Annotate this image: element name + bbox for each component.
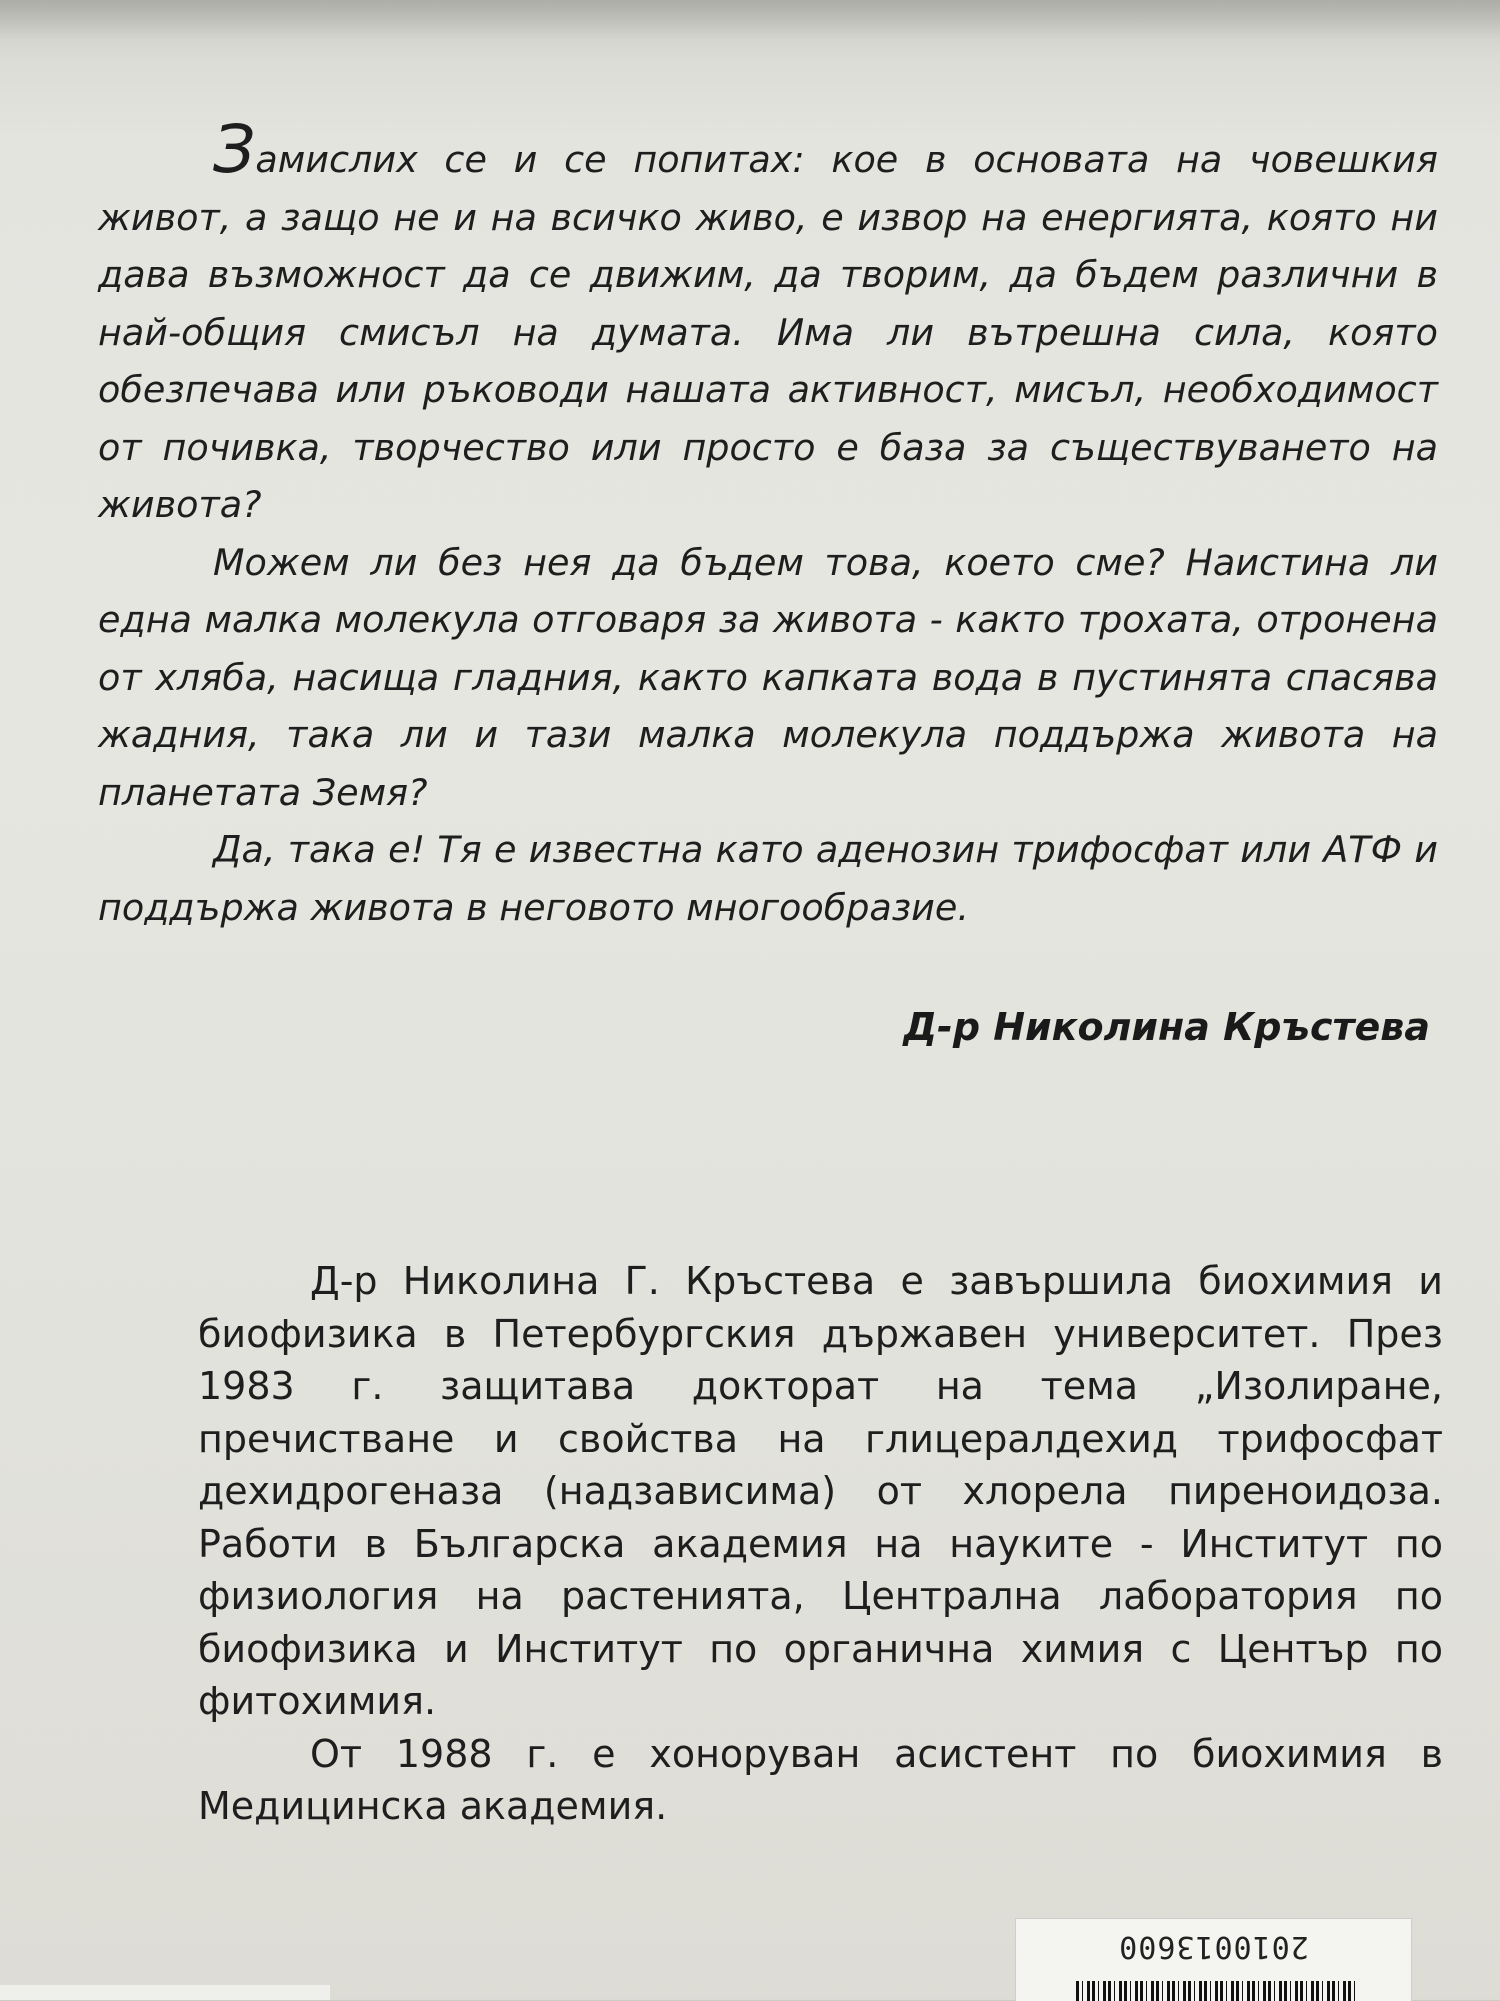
barcode-number: 2010013600 xyxy=(1118,1929,1309,1964)
corner-paper xyxy=(0,1985,330,2000)
barcode-bars xyxy=(1076,1981,1356,2001)
bio-paragraph-2: От 1988 г. е хоноруван асистент по биохимия в Медицинска академия. xyxy=(198,1731,1443,1828)
author-signature: Д-р Николина Кръстева xyxy=(903,1005,1430,1049)
intro-paragraph-1 xyxy=(98,111,1438,534)
bio-paragraph-1: Д-р Николина Г. Кръстева е завършила биохимия и биофизика в Петербургския държавен университет. През 1983 г. защитава докторат на тема „Изолиране, пречистване и свойства на глицералдехид трифосфат дехидрогеназа (надзависима) от хлорела пиреноидоза. Работи в Българска академия на науките - Институт по физиология на растенията, Централна лаборатория по биофизика и Институт по органична химия с Център по фитохимия. xyxy=(198,1259,1443,1723)
drop-cap: З xyxy=(213,111,256,188)
intro-paragraph-1-text: амислих се и се попитах: кое в основата на човешкия живот, а защо не и на всичко живо, е извор на енергията, която ни дава възможност да се движим, да творим, да бъдем различни в най-общия смисъл на думата. Има ли вътрешна сила, която обезпечава или ръководи нашата активност, мисъл, необходимост от почивка, творчество или просто е база за съществуването на живота? xyxy=(98,138,1438,526)
intro-paragraph-2: Можем ли без нея да бъдем това, което сме? Наистина ли една малка молекула отговаря за живота - както трохата, отронена от хляба, насища гладния, както капката вода в пустинята спасява жадния, така ли и тази малка молекула поддържа живота на планетата Земя? xyxy=(98,540,1438,814)
intro-text xyxy=(98,111,1438,936)
top-shadow xyxy=(0,0,1500,40)
intro-paragraph-3: Да, така е! Тя е известна като аденозин трифосфат или АТФ и поддържа живота в неговото многообразие. xyxy=(98,828,1438,929)
barcode-sticker xyxy=(1015,1918,1412,2001)
author-bio xyxy=(198,1255,1443,1833)
